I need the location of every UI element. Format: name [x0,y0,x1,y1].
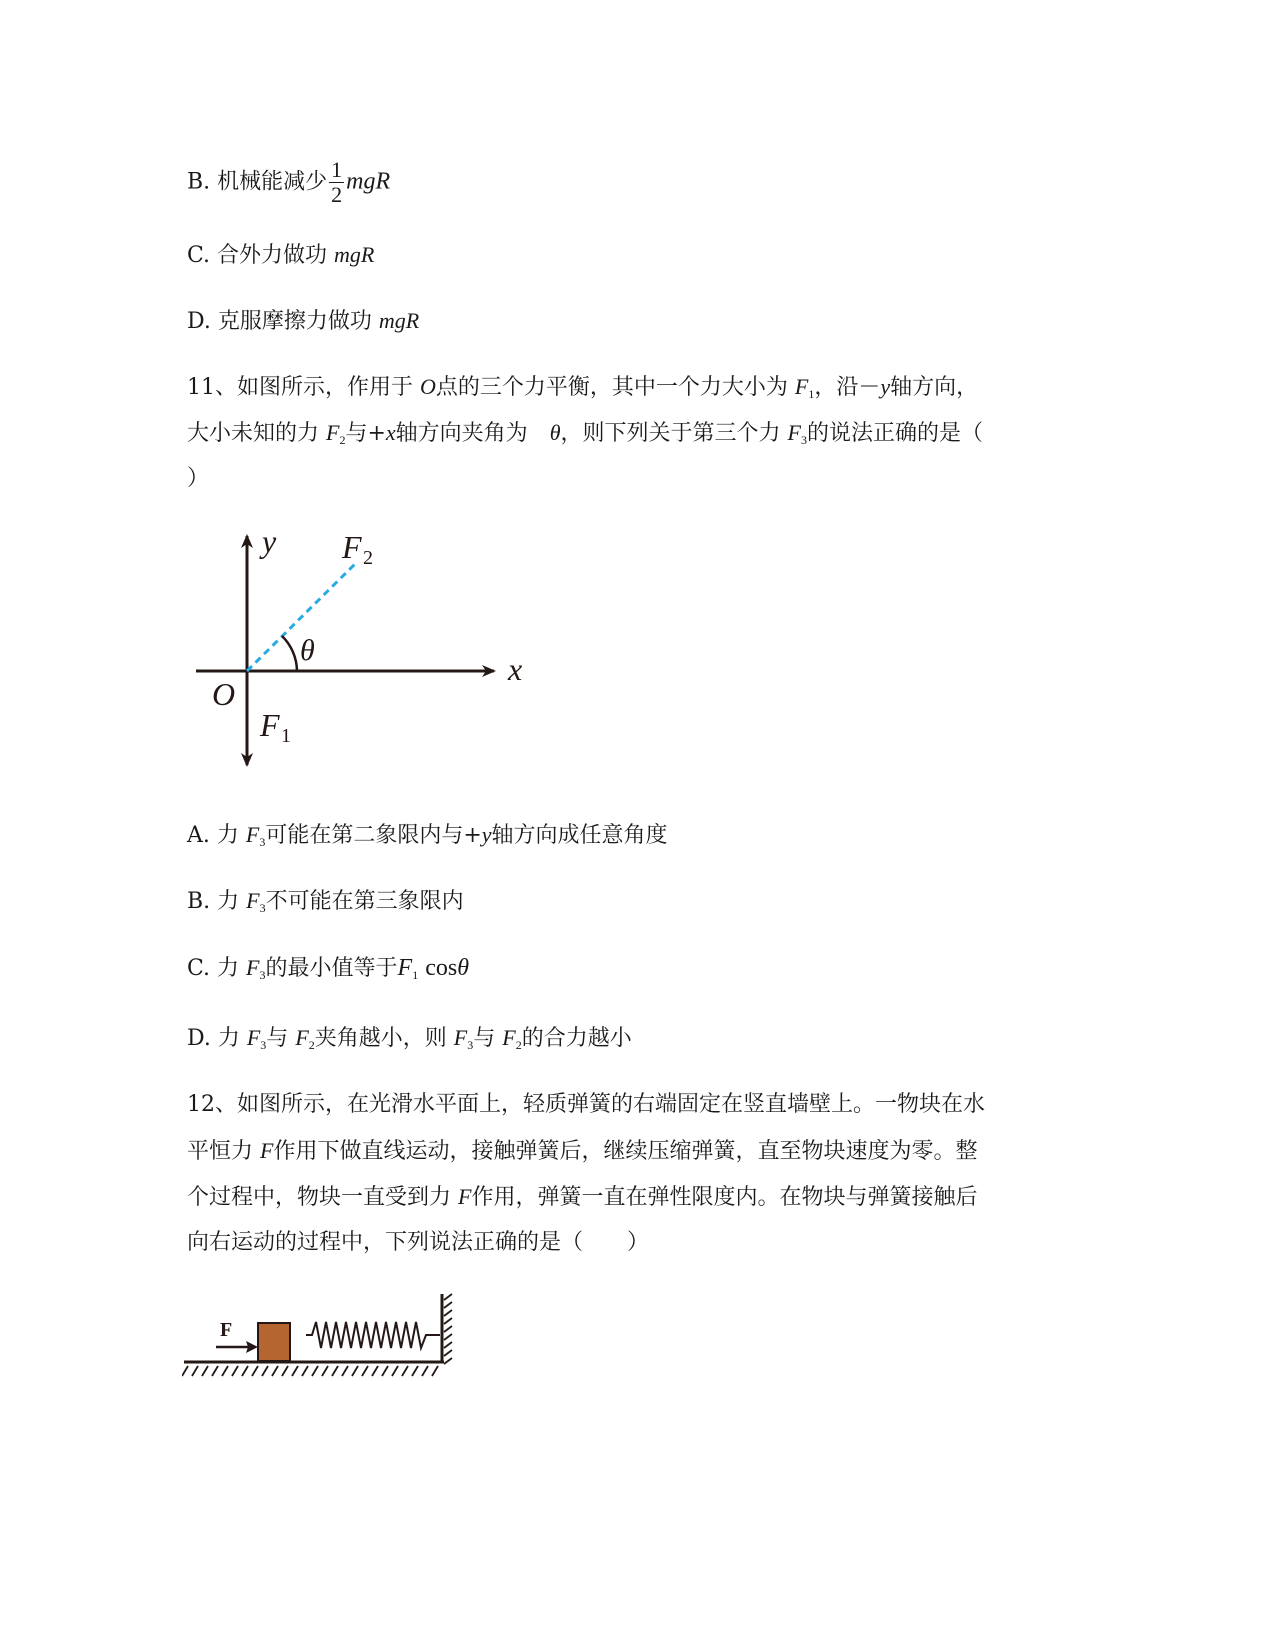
q11-stem-line-3: ） [187,466,210,491]
q12-stem-line-4: 向右运动的过程中，下列说法正确的是（ ） [187,1230,650,1255]
label-f2: F [342,529,362,565]
block [258,1323,290,1361]
q11-stem-line-2: 大小未知的力 $F_2$与+x轴方向夹角为 θ，则下列关于第三个力 $F_3$的说法正确的是（ [187,420,983,447]
theta-arc [282,636,297,671]
q12-stem-line-2: 平恒力 F作用下做直线运动，接触弹簧后，继续压缩弹簧，直至物块速度为零。整 [187,1138,978,1164]
option-a-q11: A. 力 $F_3$可能在第二象限内与+y轴方向成任意角度 [187,822,668,849]
label-origin: O [212,676,236,712]
option-b-q10: B. 机械能减少 $\frac{1}{2}$ mgR [187,157,391,207]
wall-hatching [444,1294,452,1364]
option-d-q10: D. 克服摩擦力做功 mgR [187,308,420,334]
label-f1: F [260,707,280,743]
label-x: x [508,651,523,687]
q12-stem-line-3: 个过程中，物块一直受到力 F作用，弹簧一直在弹性限度内。在物块与弹簧接触后 [187,1184,978,1210]
spring [306,1322,440,1348]
spring-block-diagram [182,1290,472,1400]
label-f2-sub: 2 [363,547,373,569]
option-d-q11: D. 力 $F_3$与 $F_2$夹角越小，则 $F_3$与 $F_2$的合力越小 [187,1025,632,1052]
label-theta: θ [300,634,315,667]
q11-stem-line-1: 11、如图所示，作用于 O点的三个力平衡，其中一个力大小为 $F_1$，沿－y轴方向， [187,374,979,401]
label-f1-sub: 1 [281,725,291,747]
floor-hatching [182,1366,438,1376]
label-y: y [262,523,277,559]
label-force: F [220,1319,233,1341]
option-b-q11: B. 力 $F_3$不可能在第三象限内 [187,888,464,915]
option-c-q10: C. 合外力做功 mgR [187,242,375,268]
force-diagram [190,520,550,780]
option-c-q11: C. 力 $F_3$的最小值等于$F_1$ cosθ [187,955,469,982]
fraction-one-half: $\frac{1}{2}$ [331,157,343,207]
q12-stem-line-1: 12、如图所示，在光滑水平面上，轻质弹簧的右端固定在竖直墙壁上。一物块在水 [187,1092,985,1117]
